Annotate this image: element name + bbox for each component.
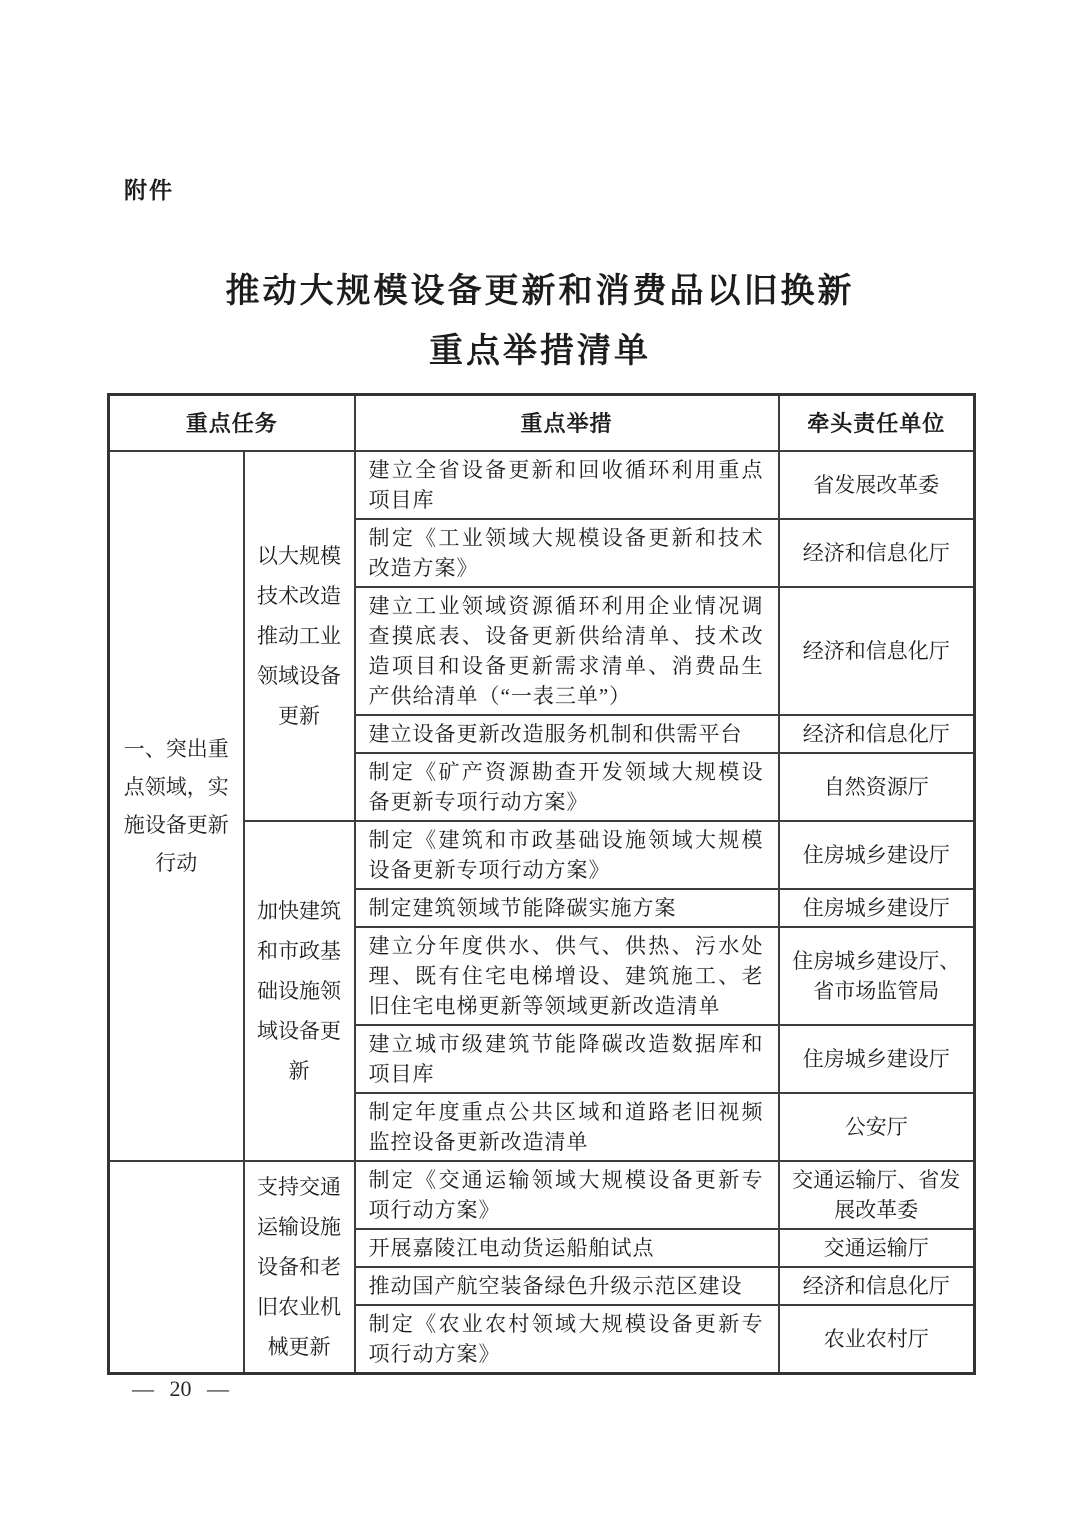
page-number: — 20 — [132, 1376, 229, 1401]
unit-cell: 住房城乡建设厅 [779, 1025, 975, 1093]
document-title-line-2: 重点举措清单 [429, 333, 651, 370]
col-header-task: 重点任务 [109, 395, 355, 451]
table-row [109, 451, 975, 519]
unit-cell: 自然资源厅 [779, 753, 975, 821]
unit-cell: 农业农村厅 [779, 1305, 975, 1374]
subtask-cell-transport: 支持交通运输设施设备和老旧农业机械更新 [244, 1161, 355, 1374]
measure-cell: 制定《农业农村领域大规模设备更新专项行动方案》 [355, 1305, 779, 1374]
measure-cell: 建立分年度供水、供气、供热、污水处理、既有住宅电梯增设、建筑施工、老旧住宅电梯更新等领域更新改造清单 [355, 927, 779, 1025]
subtask-cell-construction: 加快建筑和市政基础设施领域设备更新 [244, 821, 355, 1161]
unit-cell: 经济和信息化厅 [779, 519, 975, 587]
task-cell-section-2 [109, 1161, 244, 1374]
measure-cell: 建立城市级建筑节能降碳改造数据库和项目库 [355, 1025, 779, 1093]
unit-cell: 经济和信息化厅 [779, 1267, 975, 1305]
measure-cell: 制定《工业领域大规模设备更新和技术改造方案》 [355, 519, 779, 587]
measure-cell: 制定建筑领域节能降碳实施方案 [355, 889, 779, 927]
measure-cell: 制定《建筑和市政基础设施领域大规模设备更新专项行动方案》 [355, 821, 779, 889]
unit-cell: 公安厅 [779, 1093, 975, 1161]
unit-cell: 经济和信息化厅 [779, 715, 975, 753]
subtask-cell-industry: 以大规模技术改造推动工业领域设备更新 [244, 451, 355, 821]
document-title [0, 262, 1080, 382]
document-title-line-1: 推动大规模设备更新和消费品以旧换新 [225, 273, 855, 310]
measure-cell: 制定《交通运输领域大规模设备更新专项行动方案》 [355, 1161, 779, 1229]
measures-table [107, 393, 976, 1375]
measure-cell: 推动国产航空装备绿色升级示范区建设 [355, 1267, 779, 1305]
attachment-label: 附件 [124, 177, 174, 203]
unit-cell: 省发展改革委 [779, 451, 975, 519]
measure-cell: 制定年度重点公共区域和道路老旧视频监控设备更新改造清单 [355, 1093, 779, 1161]
unit-cell: 住房城乡建设厅 [779, 889, 975, 927]
measure-cell: 建立工业领域资源循环利用企业情况调查摸底表、设备更新供给清单、技术改造项目和设备更新需求清单、消费品生产供给清单（“一表三单”） [355, 587, 779, 715]
col-header-measure: 重点举措 [355, 395, 779, 451]
measure-cell: 制定《矿产资源勘查开发领域大规模设备更新专项行动方案》 [355, 753, 779, 821]
table-row [109, 1161, 975, 1229]
measure-cell: 建立设备更新改造服务机制和供需平台 [355, 715, 779, 753]
col-header-unit: 牵头责任单位 [779, 395, 975, 451]
measure-cell: 建立全省设备更新和回收循环利用重点项目库 [355, 451, 779, 519]
table-header-row [109, 395, 975, 451]
task-cell-section-1: 一、突出重点领域，实施设备更新行动 [109, 451, 244, 1161]
measure-cell: 开展嘉陵江电动货运船舶试点 [355, 1229, 779, 1267]
unit-cell: 住房城乡建设厅 [779, 821, 975, 889]
unit-cell: 经济和信息化厅 [779, 587, 975, 715]
unit-cell: 交通运输厅、省发展改革委 [779, 1161, 975, 1229]
unit-cell: 交通运输厅 [779, 1229, 975, 1267]
unit-cell: 住房城乡建设厅、省市场监管局 [779, 927, 975, 1025]
